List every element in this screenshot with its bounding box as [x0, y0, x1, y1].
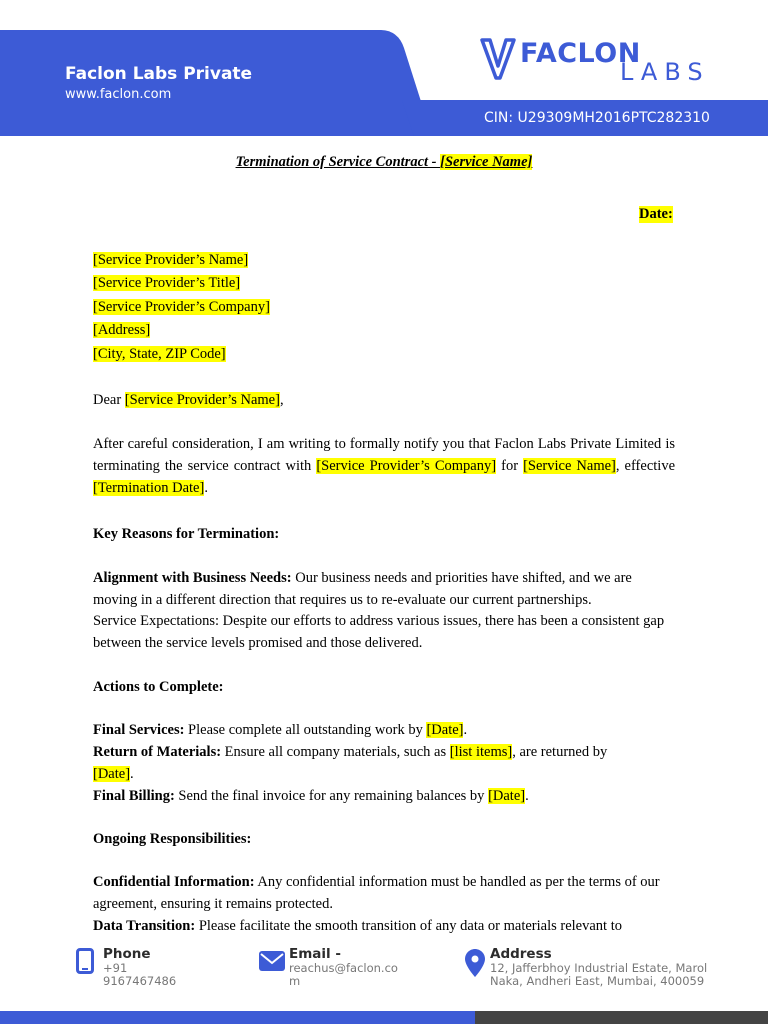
- reason-alignment: Alignment with Business Needs: Our business needs and priorities have shifted, and we are moving in a different direction that requires us to re-evaluate our current partnerships.: [93, 570, 632, 608]
- address-line: [Service Provider’s Name]: [93, 252, 249, 268]
- address-line: [Service Provider’s Company]: [93, 298, 270, 315]
- email-value[interactable]: reachus@faclon.com: [289, 962, 398, 988]
- reason-service-expectations: Service Expectations: Despite our efforts to address various issues, there has been a consistent gap between the service levels promised and those delivered.: [93, 613, 665, 651]
- email-icon: [259, 951, 285, 973]
- reasons-heading: Key Reasons for Termination:: [93, 526, 280, 542]
- intro-paragraph: After careful consideration, I am writing to formally notify you that Faclon Labs Private Limited is terminating the service contract with [Service Provider’s Company] for [Service Name], effective [Termination Date].: [93, 436, 676, 496]
- address-label: Address: [490, 946, 552, 962]
- cin-number: CIN: U29309MH2016PTC282310: [484, 110, 710, 126]
- address-line: [City, State, ZIP Code]: [93, 345, 226, 362]
- title-service-placeholder: [Service Name]: [440, 154, 533, 170]
- phone-value[interactable]: +91 9167467486: [103, 962, 177, 988]
- location-pin-icon: [465, 949, 485, 977]
- footer-bar-gray: [475, 1011, 768, 1024]
- letterhead-header: [0, 0, 768, 140]
- phone-label: Phone: [103, 946, 151, 962]
- action-final-services: Final Services: Please complete all outstanding work by [Date].: [93, 722, 468, 738]
- faclon-logo-icon: [478, 36, 518, 80]
- document-title: Termination of Service Contract - [Service Name]: [235, 154, 533, 170]
- company-website[interactable]: www.faclon.com: [65, 87, 172, 102]
- salutation: Dear [Service Provider’s Name],: [93, 392, 284, 408]
- action-return-materials: Return of Materials: Ensure all company materials, such as [list items], are returned by [Date].: [93, 744, 608, 782]
- ongoing-confidential: Confidential Information: Any confidential information must be handled as per the terms of our agreement, ensuring it remains protected.: [93, 874, 660, 912]
- action-final-billing: Final Billing: Send the final invoice for any remaining balances by [Date].: [93, 788, 529, 804]
- ongoing-data-transition: Data Transition: Please facilitate the smooth transition of any data or materials relevant to: [93, 918, 622, 934]
- phone-icon: [76, 948, 94, 974]
- company-name: Faclon Labs Private: [65, 64, 253, 84]
- actions-heading: Actions to Complete:: [93, 679, 224, 695]
- logo-text-labs: LABS: [620, 58, 710, 86]
- address-line: [Address]: [93, 322, 151, 339]
- address-line: [Service Provider’s Title]: [93, 275, 241, 292]
- footer-bar-blue: [0, 1011, 475, 1024]
- logo-text-faclon: FACLON: [520, 38, 641, 69]
- ongoing-heading: Ongoing Responsibilities:: [93, 831, 252, 847]
- email-label: Email -: [289, 946, 341, 962]
- date-label: Date:: [639, 206, 673, 222]
- recipient-address: [93, 250, 675, 365]
- address-value: 12, Jafferbhoy Industrial Estate, Marol Naka, Andheri East, Mumbai, 400059: [490, 962, 708, 988]
